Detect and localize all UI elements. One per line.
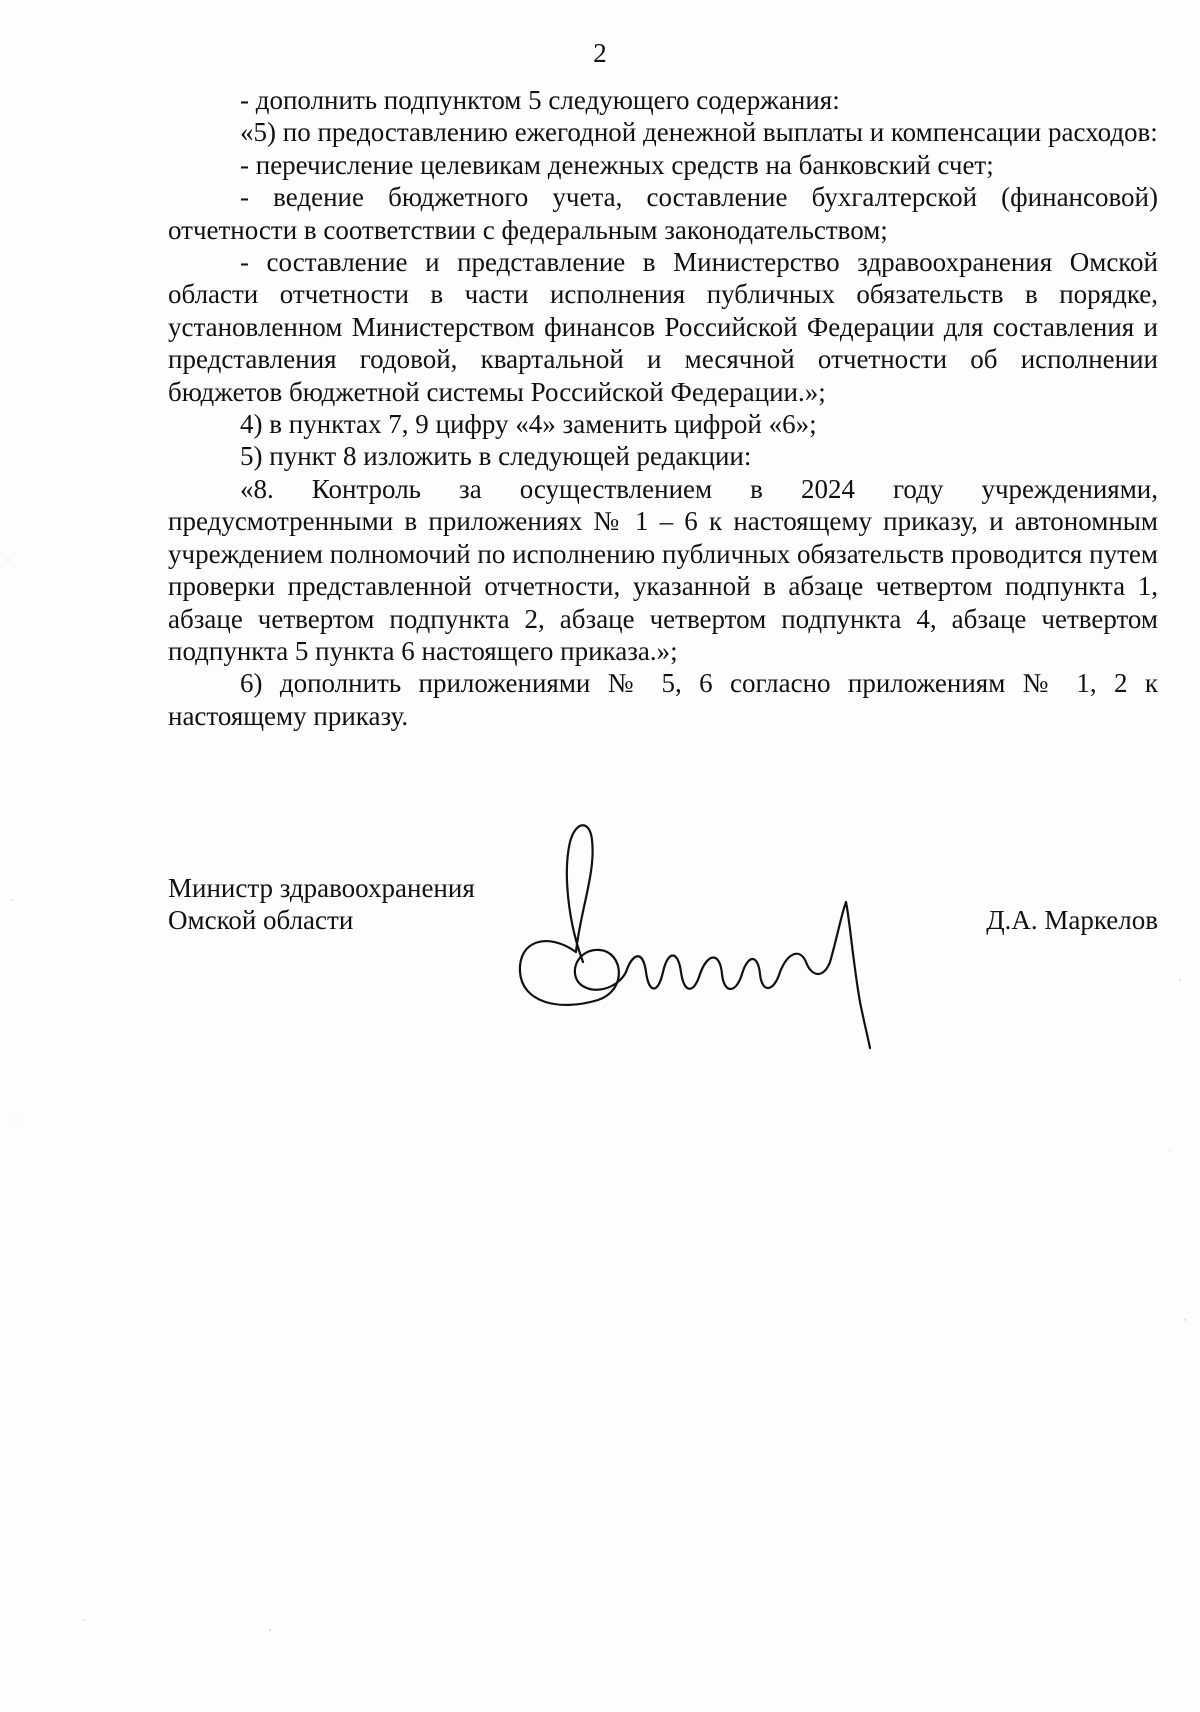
paragraph-4: - ведение бюджетного учета, составление бухгалтерской (финансовой) отчетности в соответствии с федеральным законодательством; [168, 182, 1158, 245]
paragraph-1: - дополнить подпунктом 5 следующего содержания: [240, 85, 840, 115]
signatory-name: Д.А. Маркелов [986, 905, 1158, 935]
page-number: 2 [593, 38, 607, 68]
paragraph-8: «8. Контроль за осуществлением в 2024 году учреждениями, предусмотренными в приложениях № 1 – 6 к настоящему приказу, и автономным учреждением полномочий по исполнению публичных обязательств проводится путем проверки представленной отчетности, указанной в абзаце четвертом подпункта 1, абзаце четвертом подпункта 2, абзаце четвертом подпункта 4, абзаце четвертом подпункта 5 пункта 6 настоящего приказа.»; [168, 473, 1158, 666]
document-body [168, 84, 1158, 732]
paragraph-7: 5) пункт 8 изложить в следующей редакции: [240, 441, 752, 472]
signatory-position-line-1: Министр здравоохранения [168, 873, 475, 903]
signatory-position [168, 872, 475, 937]
paragraph-3: - перечисление целевикам денежных средств на банковский счет; [240, 149, 994, 180]
signatory-position-line-2: Омской области [168, 905, 354, 936]
paragraph-5: - составление и представление в Министерство здравоохранения Омской области отчетности в части исполнения публичных обязательств в порядке, установленном Министерством финансов Российской Федерации для составления и представления годовой, квартальной и месячной отчетности об исполнении бюджетов бюджетной системы Российской Федерации.»; [168, 247, 1158, 407]
paragraph-2: «5) по предоставлению ежегодной денежной выплаты и компенсации расходов: [240, 117, 1158, 148]
handwritten-signature-icon [508, 812, 908, 1052]
paragraph-9: 6) дополнить приложениями № 5, 6 согласно приложениям № 1, 2 к настоящему приказу. [168, 668, 1158, 731]
paragraph-6: 4) в пунктах 7, 9 цифру «4» заменить цифрой «6»; [240, 409, 817, 440]
signature-block [168, 872, 1158, 1072]
